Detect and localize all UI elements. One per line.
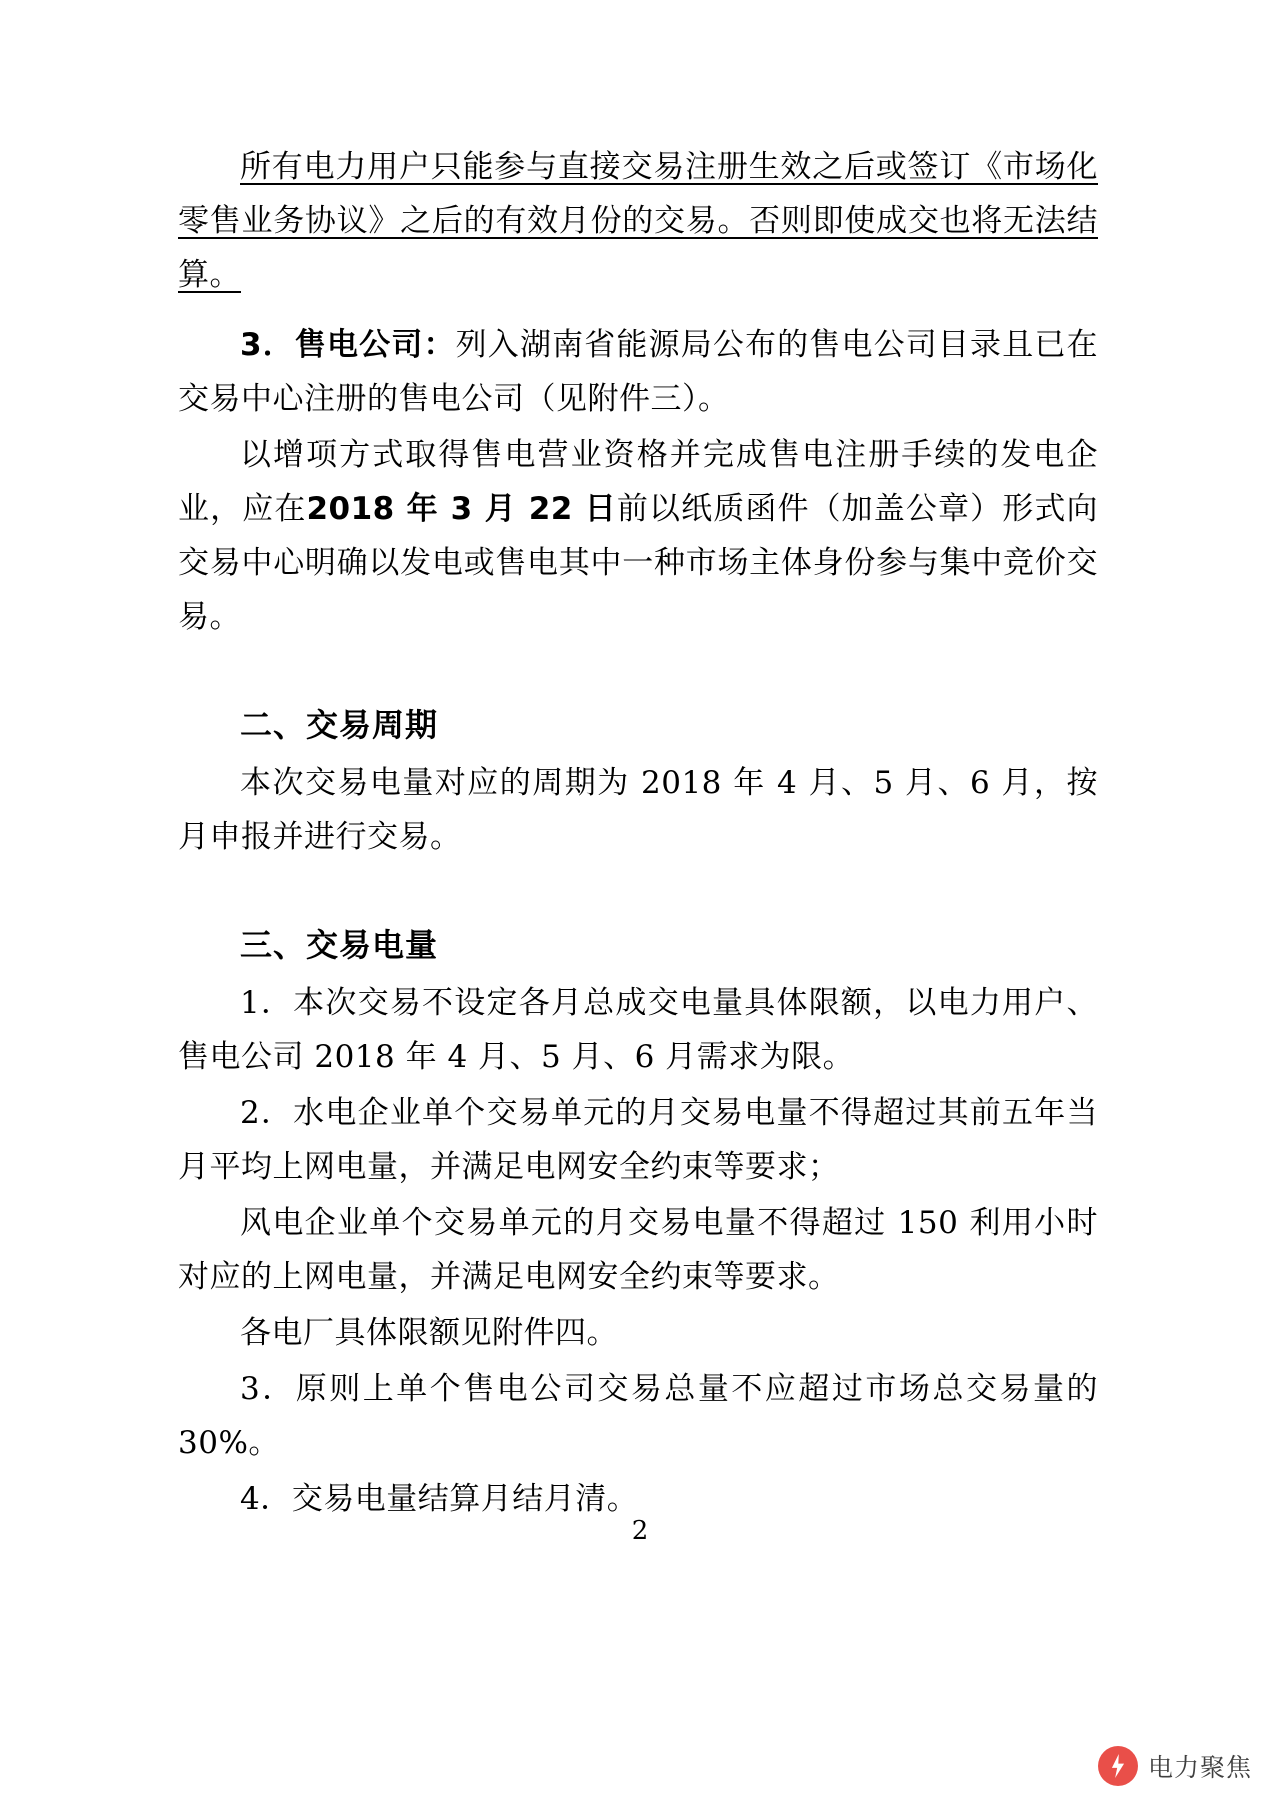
spacer [178,304,1098,318]
section-heading-trading-period: 二、交易周期 [240,706,439,744]
paragraph-registration-note: 所有电力用户只能参与直接交易注册生效之后或签订《市场化零售业务协议》之后的有效月份的交易。否则即使成交也将无法结算。 [178,149,1098,293]
paragraph-volume-item-3: 3．原则上单个售电公司交易总量不应超过市场总交易量的 30%。 [178,1371,1098,1461]
watermark-label: 电力聚焦 [1147,1753,1252,1782]
paragraph-volume-appendix: 各电厂具体限额见附件四。 [240,1315,618,1351]
paragraph-generation-enterprise-after: 前以纸质函件（加盖公章）形式向交易中心明确以发电或售电其中一种市场主体身份参与集中竞价交易。 [178,491,1098,635]
paragraph-volume-item-4: 4．交易电量结算月结月清。 [240,1481,639,1517]
paragraph-volume-item-2: 2．水电企业单个交易单元的月交易电量不得超过其前五年当月平均上网电量，并满足电网安全约束等要求； [178,1095,1098,1185]
paragraph-retail-company-text: 列入湖南省能源局公布的售电公司目录且已在交易中心注册的售电公司（见附件三）。 [178,327,1099,417]
paragraph-generation-enterprise-date: 2018 年 3 月 22 日 [306,491,617,527]
paragraph-retail-company-lead: 3．售电公司： [240,327,456,363]
document-body [178,140,1098,1528]
watermark [1098,1746,1252,1786]
paragraph-generation-enterprise [178,428,1098,644]
paragraph-generation-enterprise-before: 以增项方式取得售电营业资格并完成售电注册手续的发电企业，应在 [178,437,1098,527]
spacer [178,646,1098,672]
paragraph-retail-company [178,318,1098,426]
paragraph-volume-wind: 风电企业单个交易单元的月交易电量不得超过 150 利用小时对应的上网电量，并满足电网安全约束等要求。 [178,1205,1098,1295]
paragraph-volume-item-1: 1．本次交易不设定各月总成交电量具体限额，以电力用户、售电公司 2018 年 4 月、5 月、6 月需求为限。 [178,985,1098,1075]
spacer [178,866,1098,892]
lightning-bolt-icon [1098,1746,1138,1786]
paragraph-trading-period-body: 本次交易电量对应的周期为 2018 年 4 月、5 月、6 月，按月申报并进行交易。 [178,765,1098,855]
section-heading-trading-volume: 三、交易电量 [240,926,439,964]
page-number: 2 [631,1516,649,1546]
